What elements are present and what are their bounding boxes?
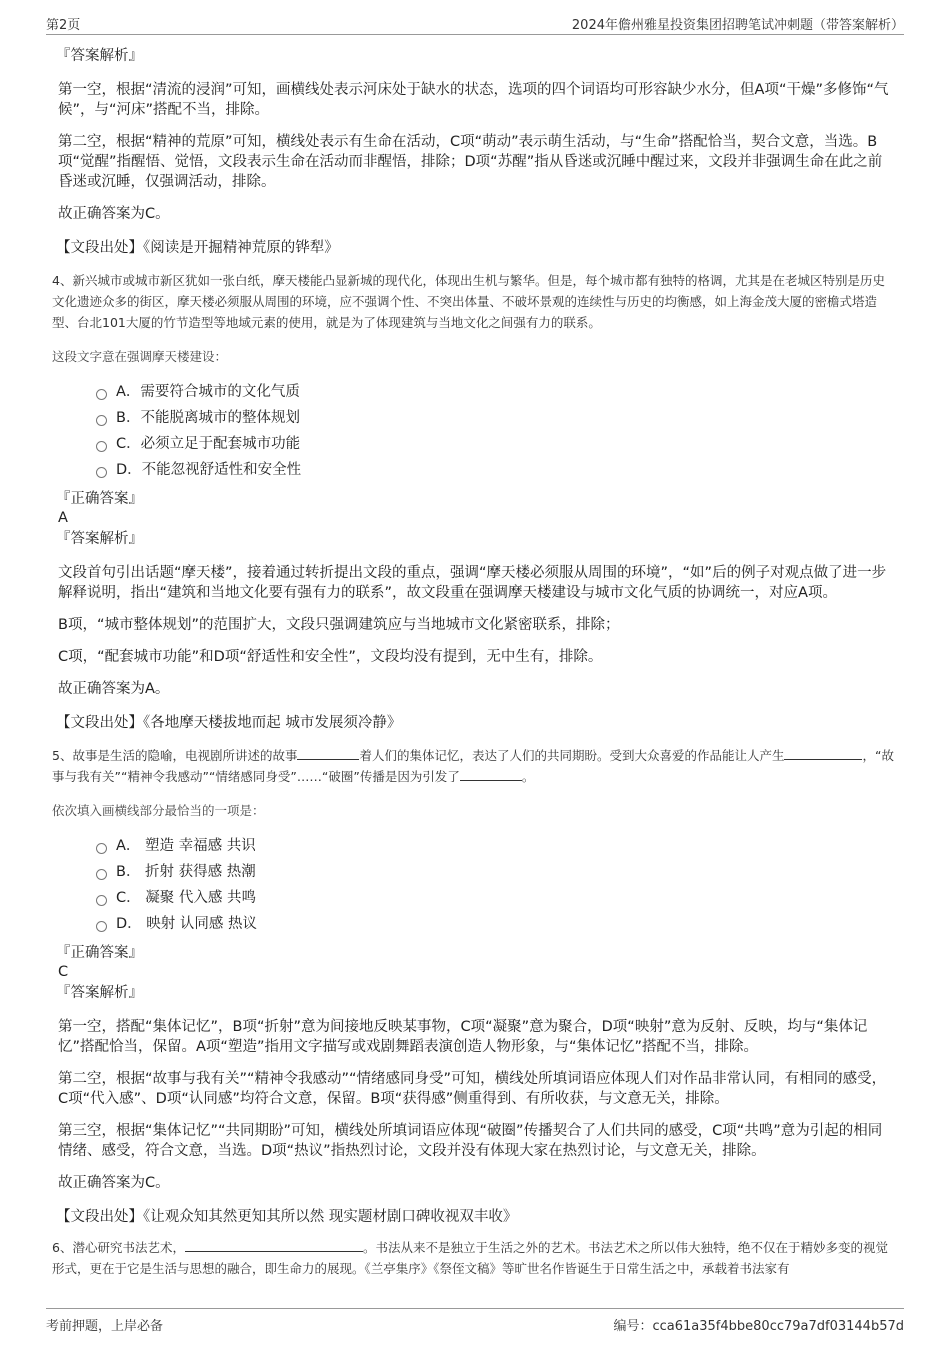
option-b[interactable]: B．不能脱离城市的整体规划 (96, 405, 894, 431)
source-title: 《各地摩天楼拔地而起 城市发展须冷静》 (143, 715, 402, 731)
radio-icon[interactable] (96, 415, 107, 426)
analysis-paragraph: 第一空，根据“清流的浸润”可知，画横线处表示河床处于缺水的状态，选项的四个词语均可形容缺少水分，但A项“干燥”多修饰“气候”，与“河床”搭配不当，排除。 (58, 82, 889, 118)
analysis-conclusion: 故正确答案为A。 (58, 681, 170, 697)
radio-icon[interactable] (96, 895, 107, 906)
analysis-label: 『答案解析』 (56, 48, 143, 64)
analysis-conclusion: 故正确答案为C。 (58, 206, 170, 222)
source-label: 【文段出处】 (56, 240, 143, 256)
analysis-conclusion: 故正确答案为C。 (58, 1175, 170, 1191)
radio-icon[interactable] (96, 921, 107, 932)
fill-blank (784, 747, 862, 760)
option-d[interactable]: D．不能忽视舒适性和安全性 (96, 457, 894, 483)
option-b[interactable]: B． 折射 获得感 热潮 (96, 859, 894, 885)
correct-answer: C (58, 964, 69, 980)
radio-icon[interactable] (96, 467, 107, 478)
analysis-label: 『答案解析』 (56, 531, 143, 547)
analysis-paragraph: C项，“配套城市功能”和D项“舒适性和安全性”，文段均没有提到，无中生有，排除。 (58, 649, 603, 665)
correct-answer-label: 『正确答案』 (56, 491, 143, 507)
document-title: 2024年儋州雅星投资集团招聘笔试冲刺题（带答案解析） (571, 18, 904, 33)
question-stem: 6、潜心研究书法艺术， 。书法从来不是独立于生活之外的艺术。书法艺术之所以伟大独特，绝不仅在于精妙多变的视觉形式，更在于它是生活与思想的融合，即生命力的展现。《兰亭集序》《祭侄文稿》等旷世名作皆诞生于日常生活之中，承载着书法家有 (52, 1240, 888, 1276)
analysis-paragraph: 第一空，搭配“集体记忆”，B项“折射”意为间接地反映某事物，C项“凝聚”意为聚合，D项“映射”意为反射、反映，均与“集体记忆”搭配恰当，保留。A项“塑造”指用文字描写或戏剧舞蹈表演创造人物形象，与“集体记忆”搭配不当，排除。 (58, 1019, 868, 1055)
page-header (46, 12, 904, 35)
footer-slogan: 考前押题，上岸必备 (46, 1319, 164, 1334)
analysis-label: 『答案解析』 (56, 985, 143, 1001)
question-stem: 5、故事是生活的隐喻，电视剧所讲述的故事 着人们的集体记忆，表达了人们的共同期盼。受到大众喜爱的作品能让人产生 ，“故事与我有关”“精神令我感动”“情绪感同身受”……“破圈”传播是因为引发了 。 (52, 748, 894, 784)
question-stem: 4、新兴城市或城市新区犹如一张白纸，摩天楼能凸显新城的现代化，体现出生机与繁华。但是，每个城市都有独特的格调，尤其是在老城区特别是历史文化遗迹众多的街区，摩天楼必须服从周围的环境，应不强调个性、不突出体量、不破坏景观的连续性与历史的均衡感，如上海金茂大厦的密檐式塔造型、台北101大厦的竹节造型等地域元素的使用，就是为了体现建筑与当地文化之间强有力的联系。 (52, 273, 885, 330)
analysis-paragraph: 第二空，根据“故事与我有关”“精神令我感动”“情绪感同身受”可知，横线处所填词语应体现人们对作品非常认同，有相同的感受，C项“代入感”、D项“认同感”均符合文意，保留。B项“获得感”侧重得到、有所收获，与文意无关，排除。 (58, 1071, 887, 1107)
fill-blank (297, 747, 359, 760)
option-a[interactable]: A．需要符合城市的文化气质 (96, 379, 894, 405)
page-content (52, 44, 894, 1279)
option-d[interactable]: D． 映射 认同感 热议 (96, 911, 894, 937)
source-title: 《阅读是开掘精神荒原的铧犁》 (143, 240, 339, 256)
correct-answer-label: 『正确答案』 (56, 945, 143, 961)
correct-answer: A (58, 510, 68, 526)
source-line (56, 238, 894, 258)
source-title: 《让观众知其然更知其所以然 现实题材剧口碑收视双丰收》 (143, 1209, 518, 1225)
source-label: 【文段出处】 (56, 1209, 143, 1225)
radio-icon[interactable] (96, 389, 107, 400)
source-label: 【文段出处】 (56, 715, 143, 731)
source-line (56, 1207, 894, 1227)
question-prompt: 依次填入画横线部分最恰当的一项是： (52, 803, 265, 818)
radio-icon[interactable] (96, 869, 107, 880)
options-list (96, 379, 894, 483)
analysis-paragraph: B项，“城市整体规划”的范围扩大，文段只强调建筑应与当地城市文化紧密联系，排除； (58, 617, 620, 633)
source-line (56, 713, 894, 733)
option-a[interactable]: A． 塑造 幸福感 共识 (96, 833, 894, 859)
fill-blank (460, 768, 522, 781)
analysis-paragraph: 第二空，根据“精神的荒原”可知，横线处表示有生命在活动，C项“萌动”表示萌生活动，与“生命”搭配恰当，契合文意，当选。B项“觉醒”指醒悟、觉悟，文段表示生命在活动而非醒悟，排除；D项“苏醒”指从昏迷或沉睡中醒过来，文段并非强调生命在此之前昏迷或沉睡，仅强调活动，排除。 (58, 134, 883, 190)
page-number: 第2页 (46, 18, 81, 33)
radio-icon[interactable] (96, 843, 107, 854)
fill-blank (185, 1239, 363, 1252)
analysis-paragraph: 文段首句引出话题“摩天楼”，接着通过转折提出文段的重点，强调“摩天楼必须服从周围的环境”，“如”后的例子对观点做了进一步解释说明，指出“建筑和当地文化要有强有力的联系”，故文段重在强调摩天楼建设与城市文化气质的协调统一，对应A项。 (58, 565, 887, 601)
analysis-paragraph: 第三空，根据“集体记忆”“共同期盼”可知，横线处所填词语应体现“破圈”传播契合了人们共同的感受，C项“共鸣”意为引起的相同情绪、感受，符合文意，当选。D项“热议”指热烈讨论，文段并没有体现大家在热烈讨论，与文意无关，排除。 (58, 1123, 883, 1159)
option-c[interactable]: C． 凝聚 代入感 共鸣 (96, 885, 894, 911)
radio-icon[interactable] (96, 441, 107, 452)
question-prompt: 这段文字意在强调摩天楼建设： (52, 349, 228, 364)
document-code: 编号：cca61a35f4bbe80cc79a7df03144b57d (613, 1319, 904, 1334)
option-c[interactable]: C．必须立足于配套城市功能 (96, 431, 894, 457)
page-footer (46, 1308, 904, 1333)
options-list (96, 833, 894, 937)
